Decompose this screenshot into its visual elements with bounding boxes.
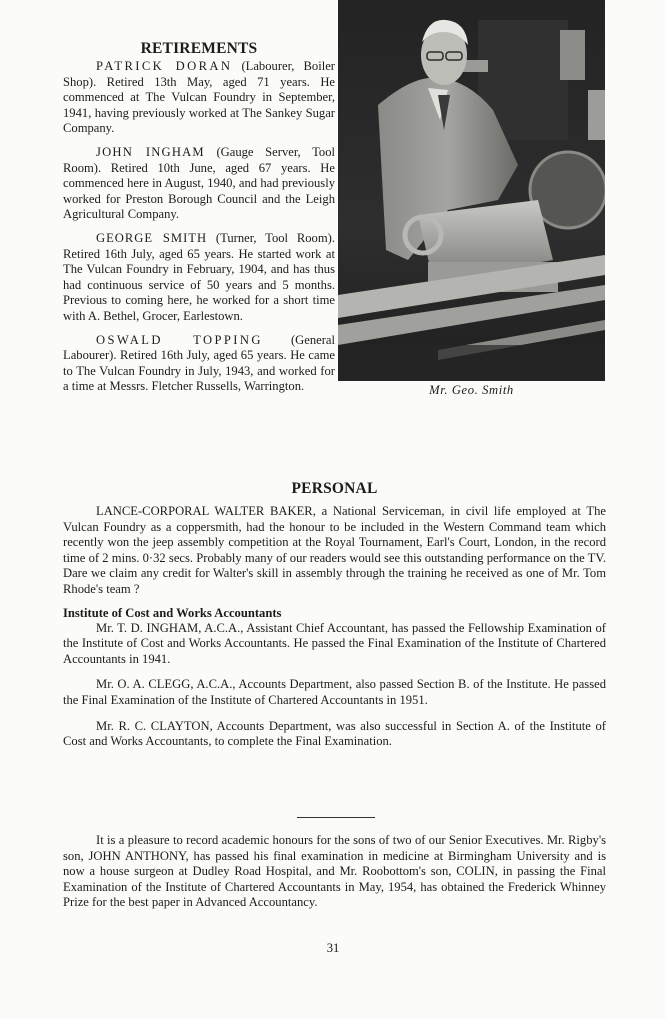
retirement-entry — [63, 145, 335, 223]
retiree-name: JOHN INGHAM — [96, 144, 205, 159]
retiree-details: (Gauge Server, Tool Room). Retired 10th June, aged 67 years. He commenced here in August, 1940, and had previously worked for Preston Borough Council and the Leigh Agricultural Company. — [63, 144, 335, 222]
retiree-name: GEORGE SMITH — [96, 230, 208, 245]
institute-paragraph: Mr. O. A. CLEGG, A.C.A., Accounts Department, also passed Section B. of the Institute. He passed the Final Examination of the Institute of Chartered Accountants in 1951. — [63, 677, 606, 707]
retiree-name: PATRICK DORAN — [96, 59, 233, 73]
retirement-entry — [63, 59, 335, 137]
personal-heading: PERSONAL — [291, 480, 378, 497]
photo-geo-smith — [338, 0, 605, 381]
institute-paragraph: Mr. R. C. CLAYTON, Accounts Department, was also successful in Section A. of the Institute of Cost and Works Accountants, to complete the Final Examination. — [63, 718, 606, 749]
closing-section — [63, 833, 606, 911]
personal-section — [63, 480, 606, 750]
closing-paragraph: It is a pleasure to record academic honours for the sons of two of our Senior Executives. Mr. Rigby's son, JOHN ANTHONY, has passed his final examination in medicine at Birmingham University and is now a house surgeon at Dudley Road Hospital, and Mr. Roobottom's son, COLIN, in passing the Final Examination of the Institute of Chartered Accountants in May, 1954, has obtained the Frederick Whinney Prize for the best paper in Advanced Accountancy. — [63, 833, 606, 910]
lathe-photo-illustration — [338, 0, 605, 381]
retiree-name: OSWALD TOPPING — [96, 332, 263, 347]
section-divider — [297, 817, 375, 818]
institute-subheading: Institute of Cost and Works Accountants — [63, 605, 282, 620]
retirements-section — [63, 40, 335, 403]
personal-paragraph: LANCE-CORPORAL WALTER BAKER, a National Serviceman, in civil life employed at The Vulcan Foundry as a coppersmith, had the honour to be included in the Western Command team which recently won the jeep assembly competition at the Royal Tournament, Earl's Court, London, in the record time of 2 mins. 0·32 secs. Probably many of our readers would see this outstanding performance on the TV. Dare we claim any credit for Walter's skill in assembly through the training he received as one of Mr. Tom Rhode's team ? — [63, 504, 606, 596]
page-number: 31 — [326, 941, 340, 955]
retiree-details: (General Labourer). Retired 16th July, aged 65 years. He came to The Vulcan Foundry in July, 1943, and worked for a time at Messrs. Fletcher Russells, Warrington. — [63, 332, 335, 394]
retiree-details: (Labourer, Boiler Shop). Retired 13th May, aged 71 years. He commenced at The Vulcan Foundry in September, 1941, having previously worked at The Sankey Sugar Company. — [63, 59, 335, 136]
photo-caption: Mr. Geo. Smith — [429, 383, 514, 397]
retirement-entry — [63, 231, 335, 325]
institute-paragraph: Mr. T. D. INGHAM, A.C.A., Assistant Chief Accountant, has passed the Fellowship Examination of the Institute of Cost and Works Accountants. He passed the Final Examination of the Institute of Chartered Accountants in 1941. — [63, 620, 606, 666]
retirement-entry — [63, 333, 335, 395]
retirements-heading: RETIREMENTS — [140, 40, 258, 57]
retiree-details: (Turner, Tool Room). Retired 16th July, aged 65 years. He started work at The Vulcan Foundry in February, 1904, and has thus had continuous service of 50 years and 5 months. Previous to coming here, he worked for a short time with A. Bethel, Grocer, Earlestown. — [63, 230, 335, 323]
